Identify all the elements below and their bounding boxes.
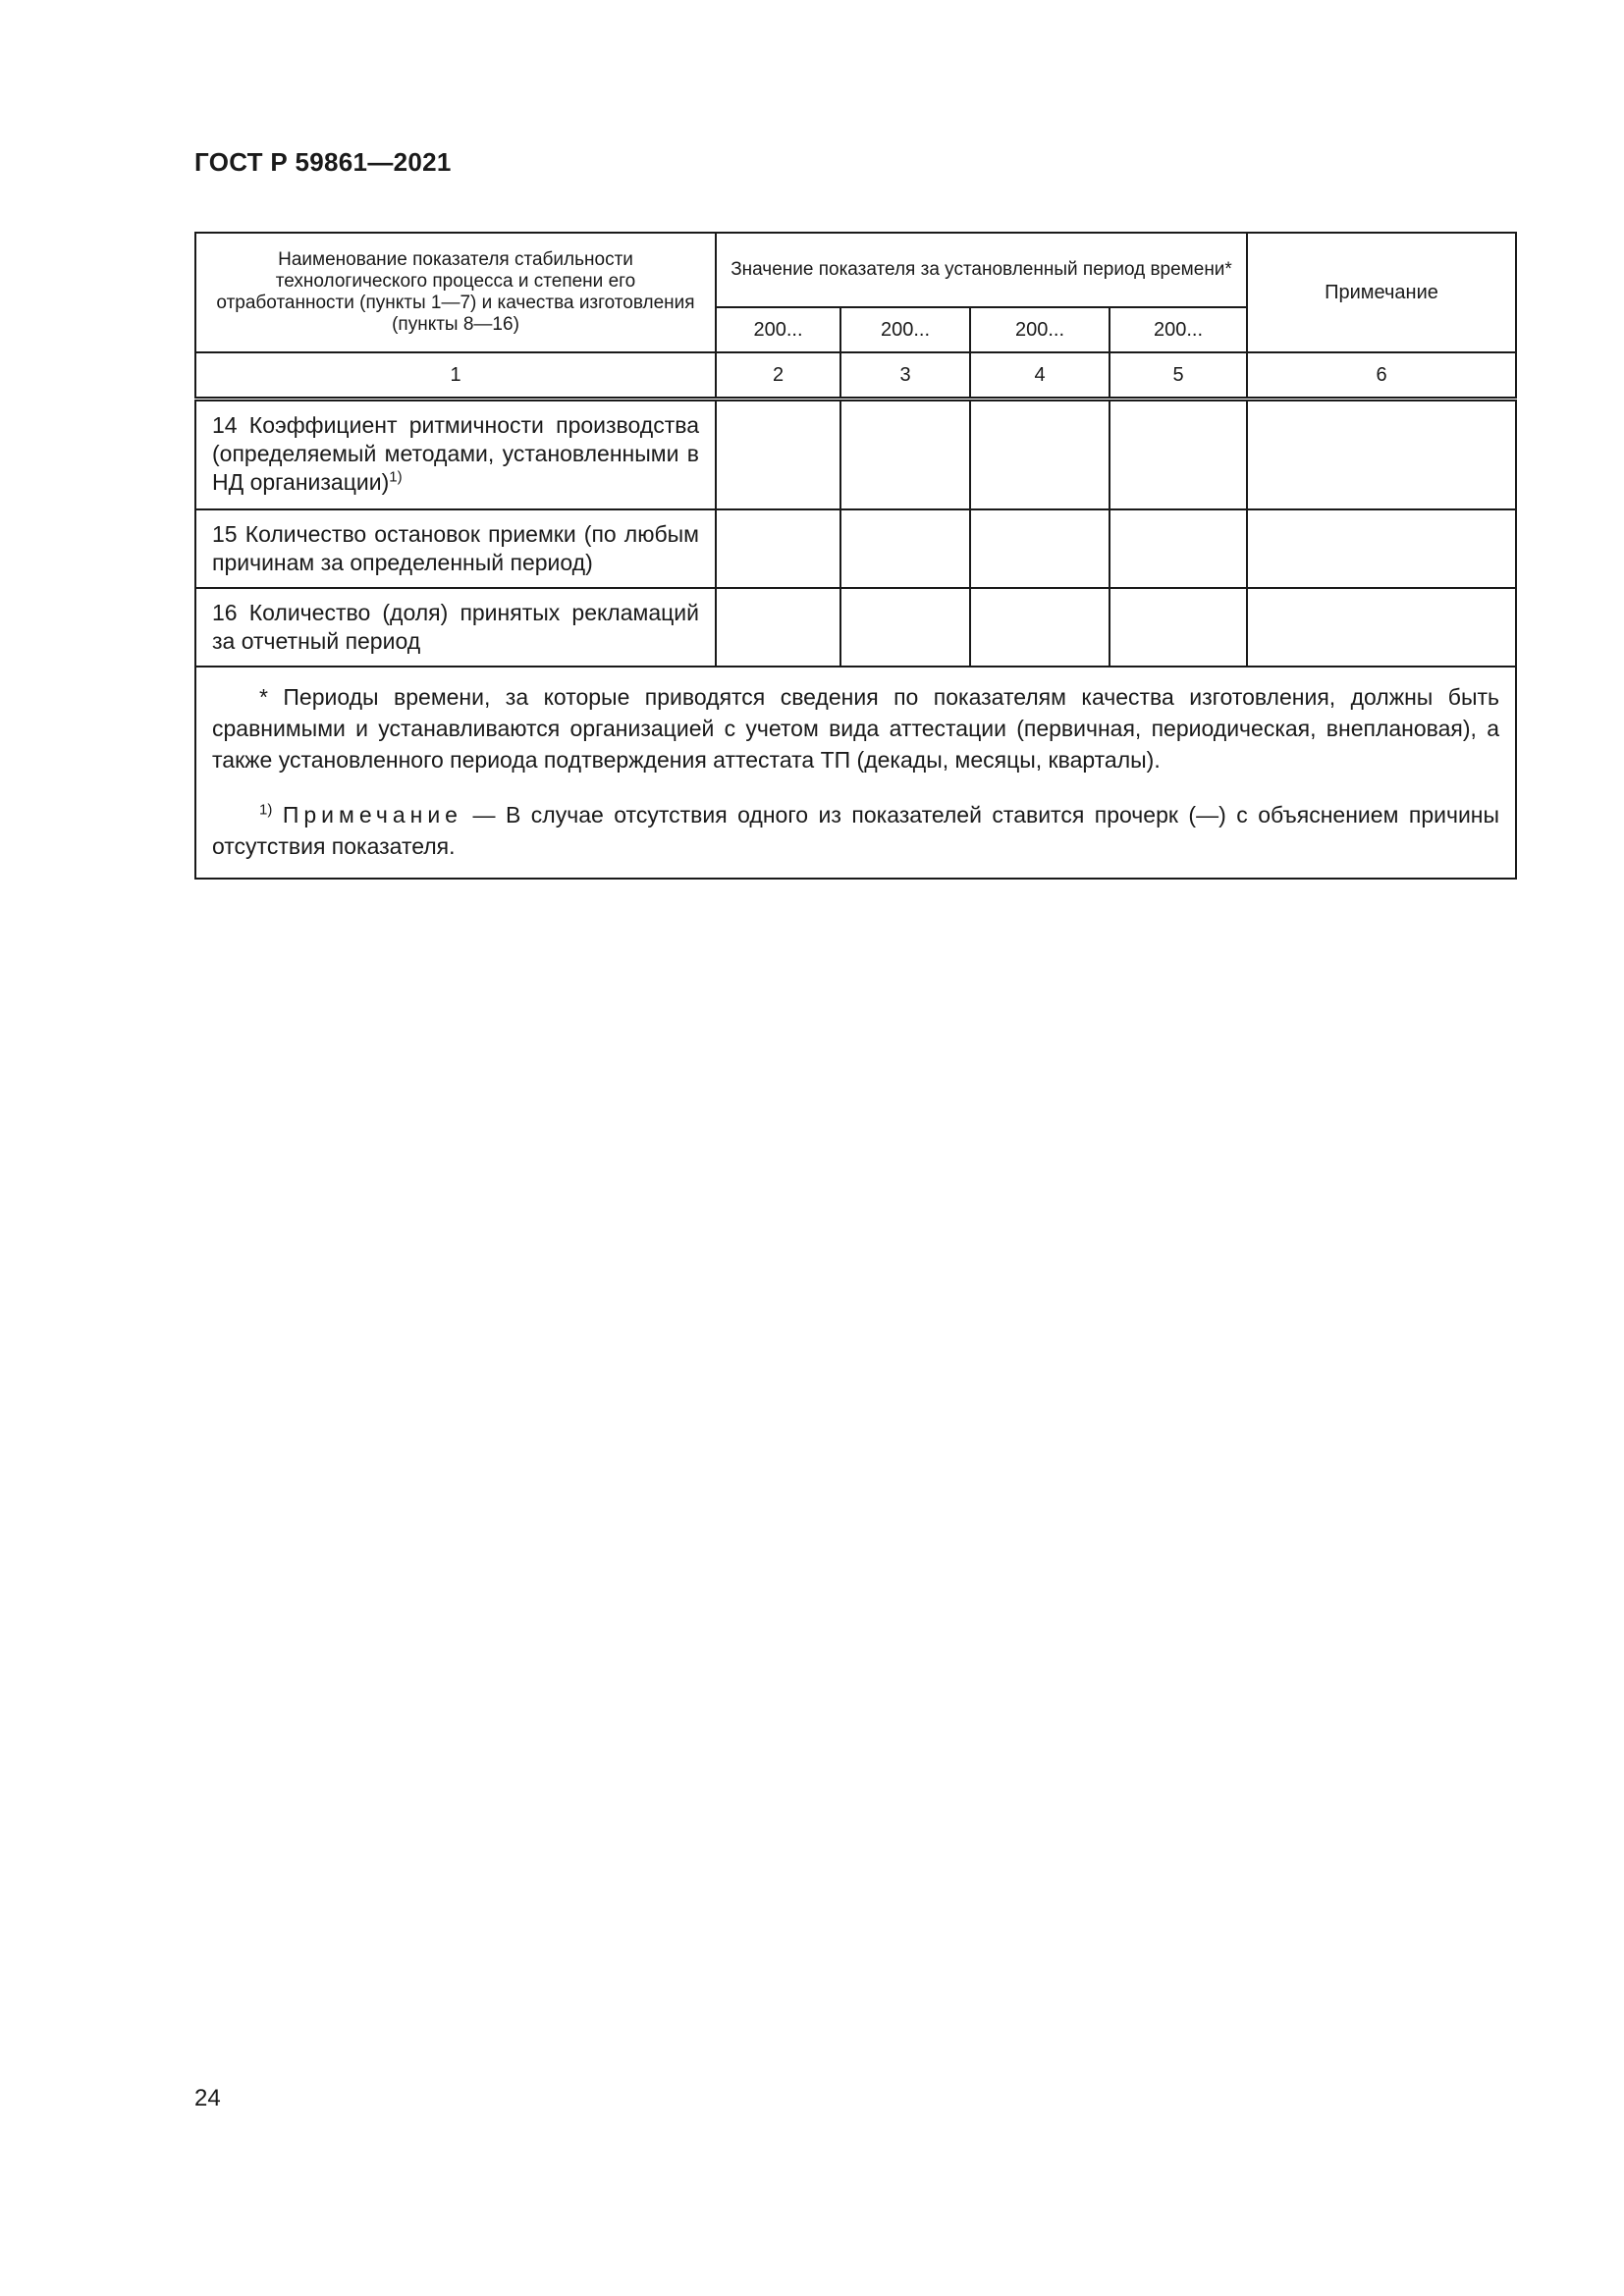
row-name-16	[195, 588, 716, 667]
row-name-15	[195, 509, 716, 588]
footnotes-cell	[195, 667, 1516, 879]
col1-header: Наименование показателя стабильности технологического процесса и степени его отработанности (пункты 1—7) и качества изготовления (пункты 8—16)	[195, 233, 716, 352]
value-cell	[840, 588, 970, 667]
value-cell	[1110, 400, 1247, 509]
indicators-table	[194, 232, 1517, 880]
row-name-text: 14 Коэффициент ритмичности производства (определяемый методами, установленными в НД организации)	[212, 412, 699, 495]
value-cell	[970, 400, 1110, 509]
column-number-1: 1	[195, 352, 716, 400]
value-cell	[970, 509, 1110, 588]
note-label: Примечание	[282, 801, 462, 828]
note-dash: —	[461, 801, 506, 828]
column-numbers-row	[195, 352, 1516, 400]
table-note	[212, 799, 1499, 862]
value-cell	[970, 588, 1110, 667]
value-cell	[840, 400, 970, 509]
row-name-text: 15 Количество остановок приемки (по любым причинам за определенный период)	[212, 520, 699, 575]
note-cell	[1247, 588, 1516, 667]
header-row-1	[195, 233, 1516, 307]
table-row	[195, 509, 1516, 588]
value-cell	[716, 400, 840, 509]
note-cell	[1247, 400, 1516, 509]
column-number-5: 5	[1110, 352, 1247, 400]
footnote-mark: 1)	[389, 468, 403, 486]
page-number: 24	[194, 2085, 221, 2111]
column-number-2: 2	[716, 352, 840, 400]
year-header-2: 200...	[840, 307, 970, 352]
column-number-6: 6	[1247, 352, 1516, 400]
asterisk-footnote: * Периоды времени, за которые приводятся сведения по показателям качества изготовления, должны быть сравнимыми и устанавливаются организацией с учетом вида аттестации (первичная, периодическая, внеплановая), а также установленного периода подтверждения аттестата ТП (декады, месяцы, кварталы).	[212, 683, 1499, 773]
row-name-14	[195, 400, 716, 509]
value-cell	[1110, 509, 1247, 588]
table-row	[195, 588, 1516, 667]
value-cell	[840, 509, 970, 588]
value-cell	[1110, 588, 1247, 667]
value-cell	[716, 509, 840, 588]
footnotes-row	[195, 667, 1516, 879]
column-number-3: 3	[840, 352, 970, 400]
value-group-header: Значение показателя за установленный период времени*	[716, 233, 1247, 307]
note-header: Примечание	[1247, 233, 1516, 352]
document-title: ГОСТ Р 59861—2021	[194, 147, 452, 177]
year-header-4: 200...	[1110, 307, 1247, 352]
value-cell	[716, 588, 840, 667]
year-header-3: 200...	[970, 307, 1110, 352]
column-number-4: 4	[970, 352, 1110, 400]
note-text: В случае отсутствия одного из показателей ставится прочерк (—) с объяснением причины отсутствия показателя.	[212, 801, 1500, 859]
row-name-text: 16 Количество (доля) принятых рекламаций за отчетный период	[212, 599, 699, 654]
year-header-1: 200...	[716, 307, 840, 352]
table-row	[195, 400, 1516, 509]
note-mark: 1)	[259, 800, 273, 818]
note-cell	[1247, 509, 1516, 588]
